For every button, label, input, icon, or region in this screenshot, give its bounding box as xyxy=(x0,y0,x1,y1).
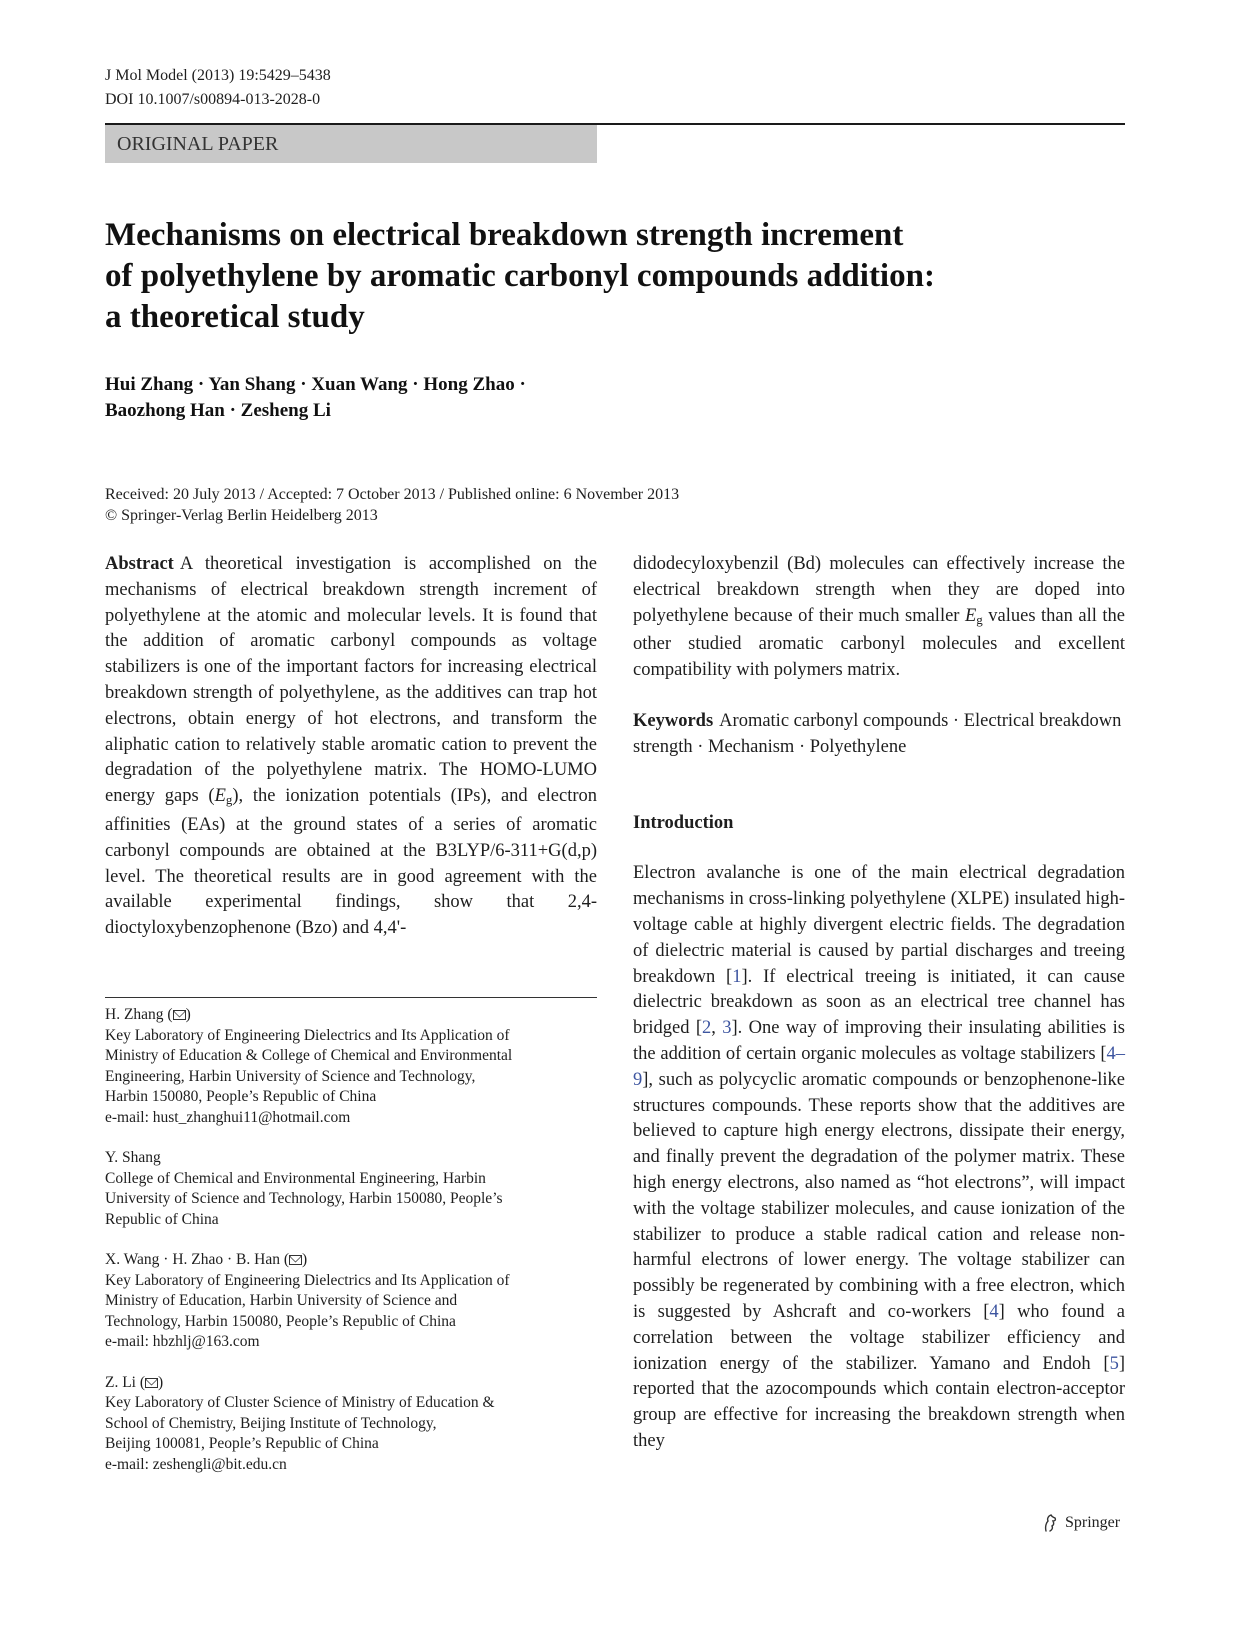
introduction-heading: Introduction xyxy=(633,812,734,833)
intro-text-2b: , xyxy=(711,1018,723,1039)
affiliation-block xyxy=(105,1148,597,1230)
envelope-icon[interactable] xyxy=(145,1378,158,1388)
affiliation-line: Key Laboratory of Engineering Dielectrics and Its Application of xyxy=(105,1026,510,1044)
affiliation-line: Harbin 150080, People’s Republic of China xyxy=(105,1088,377,1105)
introduction-paragraph xyxy=(633,861,1125,1454)
journal-citation: J Mol Model (2013) 19:5429–5438 xyxy=(105,67,331,84)
eg-symbol: E xyxy=(214,786,226,807)
affiliation-name xyxy=(105,1250,597,1271)
publication-dates xyxy=(105,484,679,526)
intro-text-4: ], such as polycyclic aromatic compounds or benzophenone-like structures compounds. These reports show that the additives are believed to capture high energy electrons, dissipate their energy, and finally prevent the degradation of the polymer matrix. These high energy electrons, also named as “hot electrons”, will impact with the voltage stabilizer molecules, and cause ionization of the stabilizer to produce a stable radical cation and release non-harmful electrons of lower energy. The voltage stabilizer can possibly be regenerated by combining with a free electron, which is suggested by Ashcraft and co-workers [ xyxy=(633,1069,1125,1322)
eg-symbol-2: E xyxy=(964,605,977,626)
springer-horse-icon xyxy=(1040,1513,1060,1533)
affiliation-block xyxy=(105,1005,597,1128)
eg-subscript-2: g xyxy=(976,611,983,627)
authors-line-2: Baozhong Han · Zesheng Li xyxy=(105,400,331,421)
abstract-label: Abstract xyxy=(105,554,174,574)
title-line-1: Mechanisms on electrical breakdown strength increment xyxy=(105,217,904,253)
affiliation-line: Republic of China xyxy=(105,1210,219,1228)
title-line-3: a theoretical study xyxy=(105,299,365,335)
envelope-icon[interactable] xyxy=(289,1255,302,1265)
author-list xyxy=(105,372,526,424)
date-history: Received: 20 July 2013 / Accepted: 7 October 2013 / Published online: 6 November 2013 xyxy=(105,486,680,503)
affiliation-line: Technology, Harbin 150080, People’s Republic of China xyxy=(105,1312,456,1330)
journal-info xyxy=(105,64,331,112)
article-type-banner: ORIGINAL PAPER xyxy=(105,125,597,163)
ref-link-5[interactable]: 5 xyxy=(1109,1353,1119,1374)
abstract-text-3: didodecyloxybenzil (Bd) molecules can effectively increase the electrical breakdown strength when they are doped into polyethylene because of their much smaller xyxy=(633,554,1125,626)
affiliation-line: Engineering, Harbin University of Science and Technology, xyxy=(105,1067,476,1085)
abstract-paragraph xyxy=(105,552,597,942)
affiliation-line: Ministry of Education, Harbin University of Science and xyxy=(105,1292,458,1309)
eg-subscript: g xyxy=(225,792,233,808)
affiliation-name-end: ) xyxy=(302,1251,308,1268)
intro-text-6: ] reported that the azocompounds which contain electron-acceptor group are effective for increasing the breakdown strength when they xyxy=(633,1353,1125,1451)
ref-link-4-9[interactable]: 4–9 xyxy=(633,1043,1125,1090)
abstract-text-4: values than all the other studied aromatic carbonyl molecules and excellent compatibility with polymers matrix. xyxy=(633,605,1125,681)
ref-link-1[interactable]: 1 xyxy=(732,966,742,987)
affiliation-name-end: ) xyxy=(158,1373,164,1391)
authors-line-1: Hui Zhang · Yan Shang · Xuan Wang · Hong Zhao · xyxy=(105,374,526,395)
affiliation-email[interactable]: e-mail: hbzhlj@163.com xyxy=(105,1333,260,1350)
affiliation-email[interactable]: e-mail: hust_zhanghui11@hotmail.com xyxy=(105,1108,351,1126)
keywords-text: Aromatic carbonyl compounds · Electrical breakdown strength · Mechanism · Polyethylene xyxy=(633,710,1122,757)
paper-title xyxy=(105,215,1065,338)
intro-text-2: ]. If electrical treeing is initiated, it can cause dielectric breakdown as soon as an electrical tree channel has bridged [ xyxy=(633,966,1126,1039)
keywords-paragraph xyxy=(633,709,1125,761)
abstract-continuation xyxy=(633,552,1125,684)
affiliation-line: College of Chemical and Environmental Engineering, Harbin xyxy=(105,1169,486,1187)
affiliation-line: School of Chemistry, Beijing Institute of Technology, xyxy=(105,1414,437,1432)
right-column xyxy=(633,552,1125,1455)
ref-link-3[interactable]: 3 xyxy=(722,1018,732,1039)
affiliations xyxy=(105,1005,597,1495)
affiliation-name-end: ) xyxy=(185,1006,191,1023)
affiliation-name xyxy=(105,1005,597,1026)
ref-link-4[interactable]: 4 xyxy=(989,1301,999,1322)
affiliation-name-text: X. Wang · H. Zhao · B. Han ( xyxy=(105,1251,289,1268)
affiliation-name: Y. Shang xyxy=(105,1149,161,1166)
intro-text-5: ] who found a correlation between the voltage stabilizer efficiency and ionization energy of the stabilizer. Yamano and Endoh [ xyxy=(633,1301,1125,1374)
journal-doi: DOI 10.1007/s00894-013-2028-0 xyxy=(105,91,321,108)
affiliation-line: Key Laboratory of Engineering Dielectrics and Its Application of xyxy=(105,1271,510,1289)
affiliation-name-text: Z. Li ( xyxy=(105,1373,146,1391)
abstract-left-column xyxy=(105,552,597,942)
affiliation-block xyxy=(105,1373,597,1476)
ref-link-2[interactable]: 2 xyxy=(702,1018,712,1039)
affiliation-name xyxy=(105,1373,597,1394)
keywords-label: Keywords xyxy=(633,710,714,731)
abstract-text-2: ), the ionization potentials (IPs), and electron affinities (EAs) at the ground states of a series of aromatic carbonyl compounds are obtained at the B3LYP/6-311+G(d,p) level. The theoretical results are in good agreement with the available experimental findings, show that 2,4-dioctyloxybenzophenone (Bzo) and 4,4'- xyxy=(105,786,597,939)
abstract-text-1: A theoretical investigation is accomplished on the mechanisms of electrical breakdown strength increment of polyethylene at the atomic and molecular levels. It is found that the addition of aromatic carbonyl compounds as voltage stabilizers is one of the important factors for increasing electrical breakdown strength of polyethylene, as the additives can trap hot electrons, obtain energy of hot electrons, and transform the aliphatic cation to relatively stable aromatic cation to prevent the degradation of the polyethylene matrix. The HOMO-LUMO energy gaps ( xyxy=(105,554,597,807)
envelope-icon[interactable] xyxy=(173,1010,186,1020)
affiliation-line: Key Laboratory of Cluster Science of Ministry of Education & xyxy=(105,1394,495,1411)
affiliation-line: Ministry of Education & College of Chemical and Environmental xyxy=(105,1047,513,1064)
intro-text-3: ]. One way of improving their insulating abilities is the addition of certain organic molecules as voltage stabilizers [ xyxy=(633,1018,1126,1064)
footnote-rule xyxy=(105,997,597,998)
affiliation-line: Beijing 100081, People’s Republic of China xyxy=(105,1435,379,1452)
title-line-2: of polyethylene by aromatic carbonyl compounds addition: xyxy=(105,258,935,294)
affiliation-line: University of Science and Technology, Harbin 150080, People’s xyxy=(105,1190,503,1207)
publisher-name: Springer xyxy=(1065,1514,1121,1531)
intro-text-1: Electron avalanche is one of the main electrical degradation mechanisms in cross-linking polyethylene (XLPE) insulated high-voltage cable at highly divergent electric fields. The degradation of dielectric material is caused by partial discharges and treeing breakdown [ xyxy=(633,863,1125,987)
affiliation-block xyxy=(105,1250,597,1353)
publisher-logo xyxy=(1040,1512,1120,1534)
copyright-notice: © Springer-Verlag Berlin Heidelberg 2013 xyxy=(105,507,378,524)
affiliation-name-text: H. Zhang ( xyxy=(105,1006,173,1023)
affiliation-email[interactable]: e-mail: zeshengli@bit.edu.cn xyxy=(105,1455,287,1473)
